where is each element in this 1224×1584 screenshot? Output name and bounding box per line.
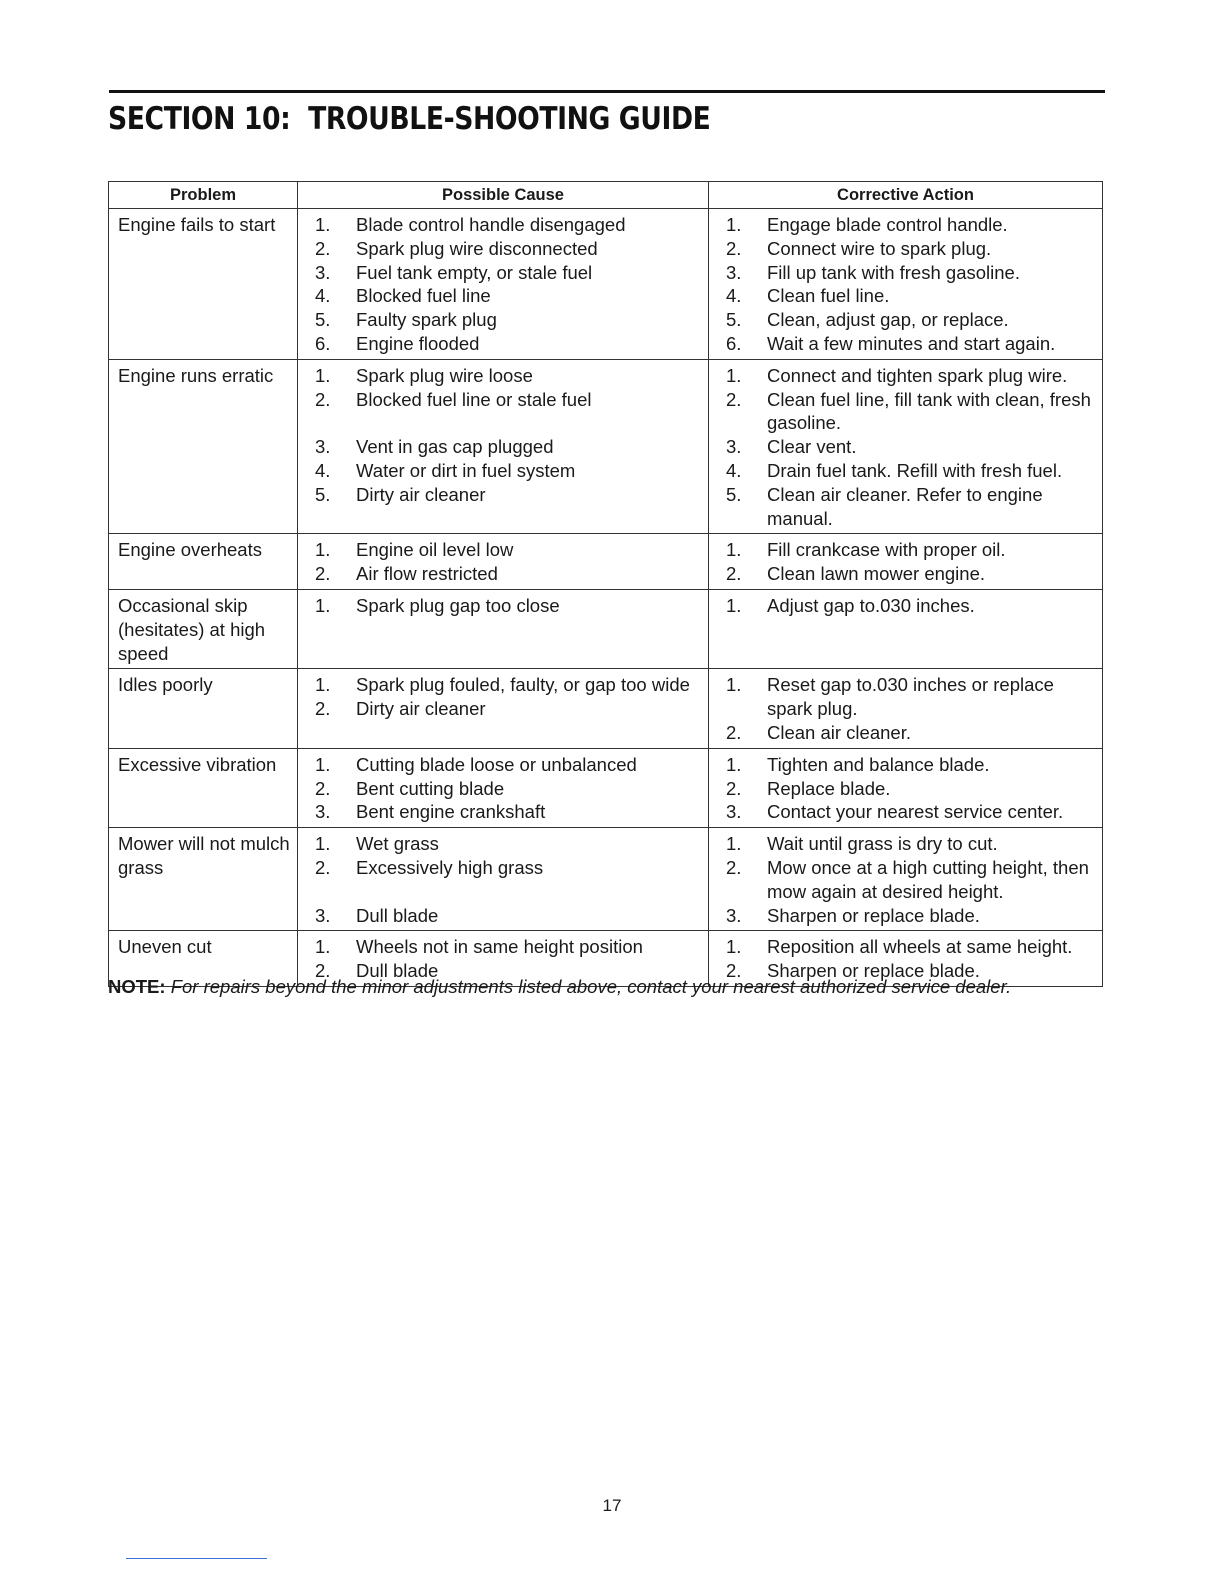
action-cell xyxy=(709,359,1103,534)
cause-list xyxy=(298,753,708,824)
action-number: 2. xyxy=(726,856,742,878)
cause-number: 1. xyxy=(315,936,331,958)
list-item xyxy=(709,673,1102,721)
action-list xyxy=(709,594,1102,618)
cause-text: Blocked fuel line xyxy=(356,285,491,307)
cause-number: 2. xyxy=(315,960,331,982)
cause-list xyxy=(298,538,708,586)
action-list xyxy=(709,364,1102,531)
action-text: Adjust gap to.030 inches. xyxy=(767,594,975,616)
action-number: 4. xyxy=(726,285,742,307)
cause-cell xyxy=(298,209,709,360)
action-number: 2. xyxy=(726,721,742,743)
action-cell xyxy=(709,828,1103,931)
action-list xyxy=(709,832,1102,927)
action-text: Sharpen or replace blade. xyxy=(767,960,980,982)
cause-cell xyxy=(298,359,709,534)
cause-text: Dull blade xyxy=(356,960,439,982)
cause-number: 4. xyxy=(315,459,331,481)
cause-text: Bent cutting blade xyxy=(356,777,505,799)
note-label: NOTE: xyxy=(108,976,166,997)
cause-number: 2. xyxy=(315,388,331,410)
cause-text: Spark plug wire loose xyxy=(356,364,533,386)
problem-cell: Excessive vibration xyxy=(109,748,298,827)
list-item xyxy=(298,594,708,618)
list-item xyxy=(298,673,708,697)
header-possible-cause: Possible Cause xyxy=(298,182,709,209)
cause-cell xyxy=(298,589,709,668)
cause-text: Water or dirt in fuel system xyxy=(356,459,576,481)
action-number: 6. xyxy=(726,332,742,354)
cause-text: Dirty air cleaner xyxy=(356,483,486,505)
action-text: Replace blade. xyxy=(767,777,891,799)
cause-number: 2. xyxy=(315,237,331,259)
list-item xyxy=(298,364,708,388)
cause-number: 5. xyxy=(315,483,331,505)
action-number: 1. xyxy=(726,539,742,561)
cause-text: Fuel tank empty, or stale fuel xyxy=(356,261,593,283)
action-text: Wait a few minutes and start again. xyxy=(767,332,1056,354)
list-item xyxy=(709,562,1102,586)
action-text: Reposition all wheels at same height. xyxy=(767,936,1073,958)
action-number: 3. xyxy=(726,904,742,926)
list-item xyxy=(709,284,1102,308)
action-number: 2. xyxy=(726,777,742,799)
cause-text: Wheels not in same height position xyxy=(356,936,643,958)
header-corrective-action: Corrective Action xyxy=(709,182,1103,209)
cause-text: Air flow restricted xyxy=(356,563,498,585)
list-item xyxy=(709,332,1102,356)
cause-list xyxy=(298,673,708,721)
cause-number: 3. xyxy=(315,436,331,458)
list-item xyxy=(709,483,1102,531)
action-list xyxy=(709,213,1102,356)
action-text: Reset gap to.030 inches or replace spark plug. xyxy=(767,674,1054,720)
action-text: Drain fuel tank. Refill with fresh fuel. xyxy=(767,459,1063,481)
action-number: 1. xyxy=(726,936,742,958)
cause-number: 2. xyxy=(315,563,331,585)
list-item xyxy=(709,935,1102,959)
action-number: 1. xyxy=(726,214,742,235)
action-cell xyxy=(709,209,1103,360)
cause-text: Spark plug fouled, faulty, or gap too wide xyxy=(356,674,690,696)
action-text: Clean fuel line, fill tank with clean, fresh gasoline. xyxy=(767,388,1091,434)
table-row xyxy=(109,828,1103,931)
table-row xyxy=(109,534,1103,590)
cause-number: 1. xyxy=(315,214,331,235)
cause-text: Cutting blade loose or unbalanced xyxy=(356,753,637,775)
list-item xyxy=(298,904,708,928)
list-item xyxy=(298,261,708,285)
table-row xyxy=(109,669,1103,748)
action-list xyxy=(709,753,1102,824)
list-item xyxy=(709,832,1102,856)
cause-number: 5. xyxy=(315,309,331,331)
list-item xyxy=(298,308,708,332)
list-item xyxy=(709,777,1102,801)
action-text: Tighten and balance blade. xyxy=(767,753,990,775)
list-item xyxy=(298,856,708,904)
action-cell xyxy=(709,534,1103,590)
action-number: 1. xyxy=(726,833,742,855)
cause-text: Blade control handle disengaged xyxy=(356,214,626,235)
list-item xyxy=(298,562,708,586)
action-cell xyxy=(709,589,1103,668)
list-item xyxy=(709,459,1102,483)
table-row xyxy=(109,209,1103,360)
page-number: 17 xyxy=(602,1496,622,1515)
note-text: For repairs beyond the minor adjustments listed above, contact your nearest authorized service dealer. xyxy=(170,976,1012,997)
problem-cell: Uneven cut xyxy=(109,931,298,987)
action-number: 3. xyxy=(726,801,742,823)
cause-text: Blocked fuel line or stale fuel xyxy=(356,388,592,410)
list-item xyxy=(709,308,1102,332)
cause-number: 2. xyxy=(315,856,331,878)
action-text: Clean air cleaner. xyxy=(767,721,911,743)
cause-list xyxy=(298,832,708,927)
list-item xyxy=(709,800,1102,824)
cause-cell xyxy=(298,534,709,590)
action-number: 2. xyxy=(726,237,742,259)
list-item xyxy=(709,753,1102,777)
list-item xyxy=(298,800,708,824)
action-list xyxy=(709,538,1102,586)
table-header-row xyxy=(109,182,1103,209)
action-number: 1. xyxy=(726,753,742,775)
table-body xyxy=(109,209,1103,987)
action-number: 3. xyxy=(726,436,742,458)
cause-number: 4. xyxy=(315,285,331,307)
cause-text: Spark plug gap too close xyxy=(356,594,560,616)
cause-text: Excessively high grass xyxy=(356,856,544,878)
list-item xyxy=(709,721,1102,745)
section-title: SECTION 10: TROUBLE-SHOOTING GUIDE xyxy=(108,101,711,137)
problem-cell: Engine runs erratic xyxy=(109,359,298,534)
action-cell xyxy=(709,748,1103,827)
cause-number: 2. xyxy=(315,698,331,720)
list-item xyxy=(298,538,708,562)
list-item xyxy=(709,904,1102,928)
list-item xyxy=(298,935,708,959)
table-row xyxy=(109,589,1103,668)
header-problem: Problem xyxy=(109,182,298,209)
list-item xyxy=(709,213,1102,237)
action-number: 3. xyxy=(726,261,742,283)
list-item xyxy=(298,237,708,261)
action-text: Clean air cleaner. Refer to engine manual. xyxy=(767,483,1043,529)
problem-cell: Engine overheats xyxy=(109,534,298,590)
action-text: Engage blade control handle. xyxy=(767,214,1008,235)
action-text: Connect wire to spark plug. xyxy=(767,237,992,259)
problem-cell: Engine fails to start xyxy=(109,209,298,360)
action-text: Fill up tank with fresh gasoline. xyxy=(767,261,1020,283)
list-item xyxy=(709,435,1102,459)
cause-cell xyxy=(298,748,709,827)
problem-cell: Idles poorly xyxy=(109,669,298,748)
top-rule xyxy=(109,90,1105,93)
action-text: Contact your nearest service center. xyxy=(767,801,1064,823)
cause-number: 1. xyxy=(315,364,331,386)
cause-number: 3. xyxy=(315,904,331,926)
action-text: Fill crankcase with proper oil. xyxy=(767,539,1006,561)
table-row xyxy=(109,359,1103,534)
cause-text: Engine flooded xyxy=(356,332,480,354)
action-text: Wait until grass is dry to cut. xyxy=(767,833,998,855)
note xyxy=(108,976,1011,998)
list-item xyxy=(298,459,708,483)
list-item xyxy=(298,213,708,237)
cause-text: Bent engine crankshaft xyxy=(356,801,546,823)
cause-number: 1. xyxy=(315,674,331,696)
action-cell xyxy=(709,669,1103,748)
list-item xyxy=(709,388,1102,436)
action-number: 1. xyxy=(726,594,742,616)
list-item xyxy=(298,753,708,777)
list-item xyxy=(709,856,1102,904)
cause-number: 1. xyxy=(315,753,331,775)
cause-number: 1. xyxy=(315,594,331,616)
list-item xyxy=(298,284,708,308)
list-item xyxy=(298,483,708,507)
cause-text: Dirty air cleaner xyxy=(356,698,486,720)
action-text: Clean, adjust gap, or replace. xyxy=(767,309,1009,331)
action-list xyxy=(709,673,1102,744)
problem-cell: Mower will not mulch grass xyxy=(109,828,298,931)
list-item xyxy=(298,435,708,459)
list-item xyxy=(709,237,1102,261)
cause-text: Engine oil level low xyxy=(356,539,514,561)
cause-cell xyxy=(298,669,709,748)
cause-number: 6. xyxy=(315,332,331,354)
table-row xyxy=(109,748,1103,827)
list-item xyxy=(298,777,708,801)
cause-text: Spark plug wire disconnected xyxy=(356,237,598,259)
action-number: 5. xyxy=(726,309,742,331)
list-item xyxy=(709,261,1102,285)
action-number: 5. xyxy=(726,483,742,505)
action-text: Clean fuel line. xyxy=(767,285,890,307)
action-text: Clear vent. xyxy=(767,436,857,458)
cause-number: 3. xyxy=(315,801,331,823)
action-text: Sharpen or replace blade. xyxy=(767,904,980,926)
list-item xyxy=(298,697,708,721)
problem-cell: Occasional skip (hesitates) at high speed xyxy=(109,589,298,668)
action-number: 2. xyxy=(726,388,742,410)
cause-number: 3. xyxy=(315,261,331,283)
list-item xyxy=(298,388,708,436)
cause-list xyxy=(298,213,708,356)
list-item xyxy=(298,832,708,856)
troubleshooting-table xyxy=(108,181,1103,987)
cause-cell xyxy=(298,828,709,931)
cause-number: 1. xyxy=(315,833,331,855)
action-number: 1. xyxy=(726,674,742,696)
cause-text: Dull blade xyxy=(356,904,439,926)
action-number: 2. xyxy=(726,960,742,982)
cause-text: Wet grass xyxy=(356,833,439,855)
list-item xyxy=(709,594,1102,618)
action-text: Clean lawn mower engine. xyxy=(767,563,986,585)
cause-list xyxy=(298,594,708,618)
action-number: 1. xyxy=(726,364,742,386)
footer-link-rule xyxy=(126,1558,267,1559)
cause-list xyxy=(298,364,708,507)
cause-number: 1. xyxy=(315,539,331,561)
action-text: Mow once at a high cutting height, then mow again at desired height. xyxy=(767,856,1089,902)
action-text: Connect and tighten spark plug wire. xyxy=(767,364,1068,386)
cause-number: 2. xyxy=(315,777,331,799)
cause-text: Faulty spark plug xyxy=(356,309,497,331)
action-number: 2. xyxy=(726,563,742,585)
list-item xyxy=(709,364,1102,388)
list-item xyxy=(298,332,708,356)
cause-text: Vent in gas cap plugged xyxy=(356,436,554,458)
list-item xyxy=(709,538,1102,562)
action-number: 4. xyxy=(726,459,742,481)
